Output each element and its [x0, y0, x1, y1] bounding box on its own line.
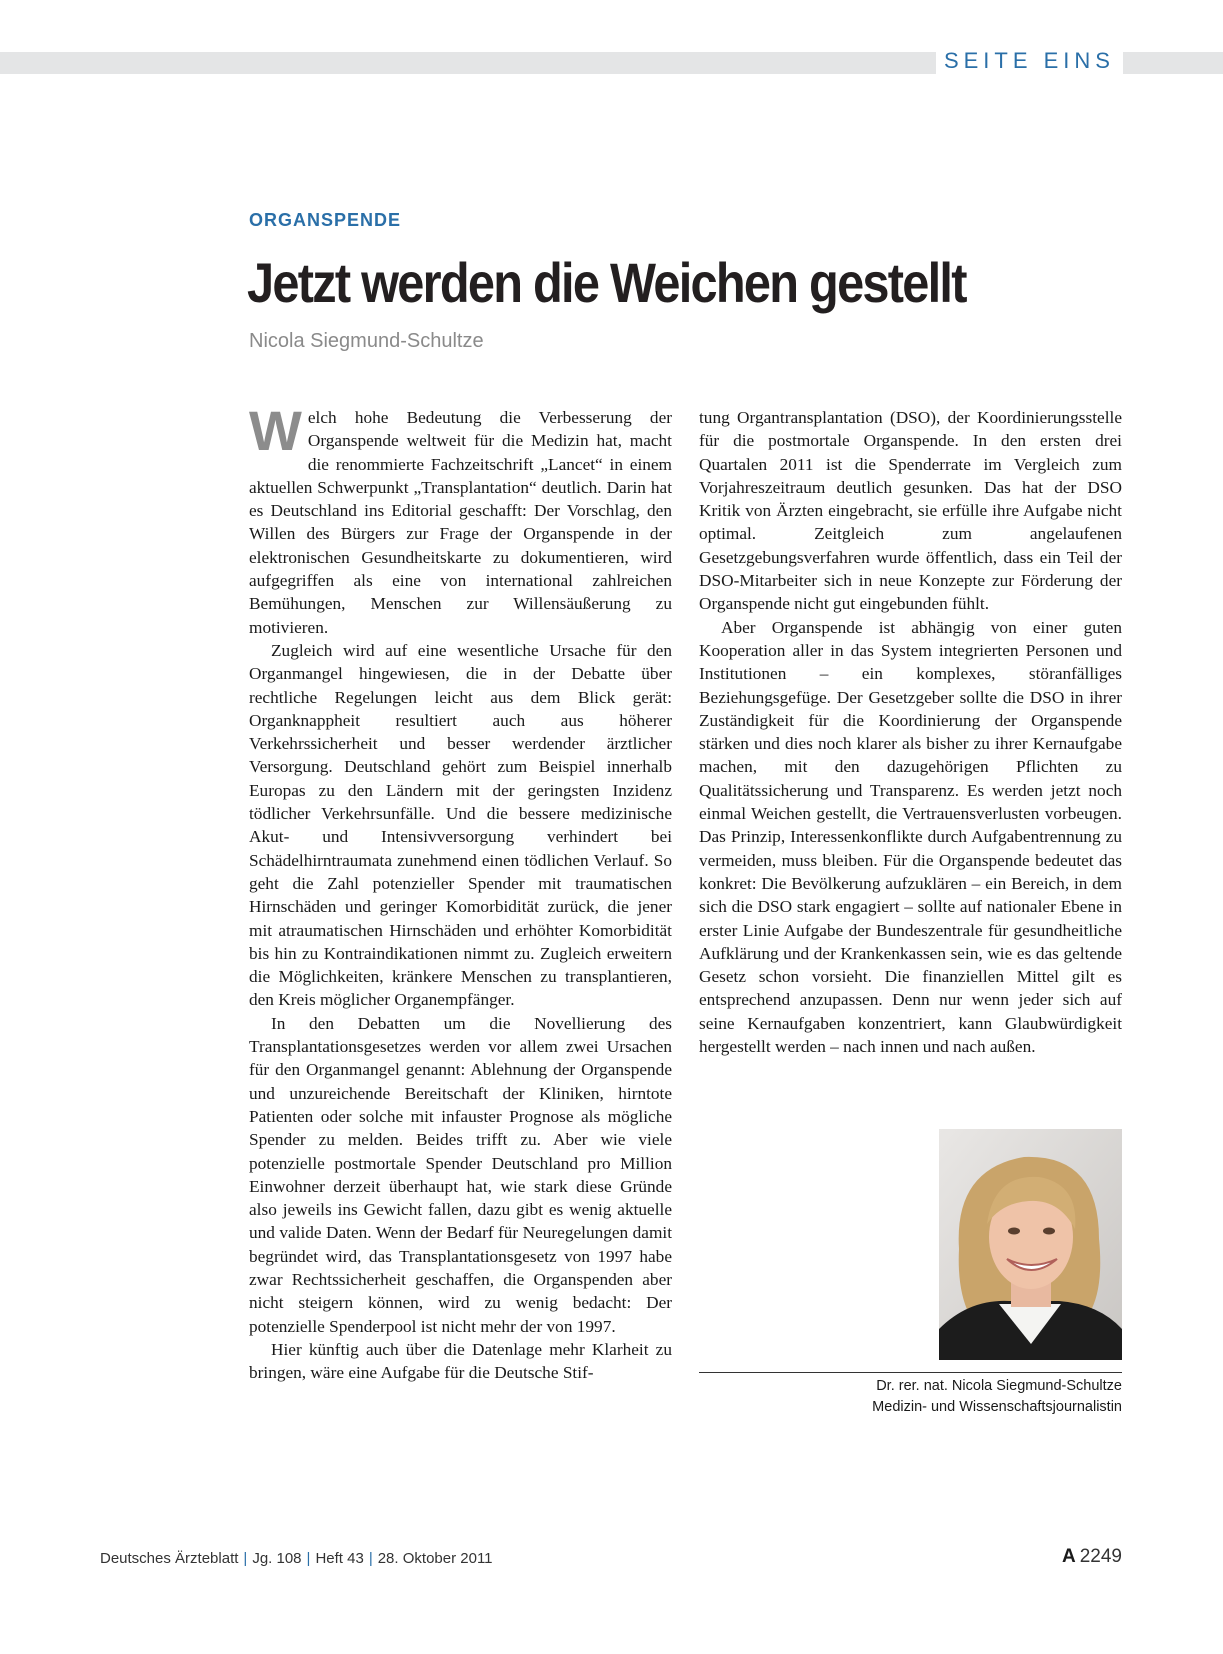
footer-issue: Heft 43	[315, 1550, 364, 1567]
paragraph: Aber Organspende ist abhängig von einer guten Kooperation aller in das System integrierten Personen und Institutionen – ein komplexes, störanfälliges Beziehungsgefüge. Der Gesetzgeber sollte die DSO in ihrer Zuständigkeit für die Koordinierung der Organspende stärken und dies noch klarer als bisher zu ihrer Kernaufgabe machen, mit den dazugehörigen Pflichten zu Qualitätssicherung und Transparenz. Es werden jetzt noch einmal Weichen gestellt, die Vertrauensverlusten vorbeugen. Das Prinzip, Interessenkonflikte durch Aufgabentrennung zu vermeiden, muss bleiben. Für die Organspende bedeutet das konkret: Die Bevölkerung aufzuklären – ein Bereich, in dem sich die DSO stark engagiert – sollte auf nationaler Ebene in erster Linie Aufgabe der Bundeszentrale für gesundheitliche Aufklärung und der Krankenkassen sein, wie es das geltende Gesetz schon vorsieht. Die finanziellen Mittel gilt es entsprechend anzupassen. Denn nur wenn jeder sich auf seine Kernaufgaben konzentriert, kann Glaubwürdigkeit hergestellt werden – nach innen und nach außen.	[699, 617, 1122, 1057]
footer-journal: Deutsches Ärzteblatt	[100, 1550, 239, 1567]
page-prefix: A	[1061, 1546, 1076, 1567]
drop-cap: W	[249, 399, 302, 462]
article-column-left	[249, 399, 672, 1384]
paragraph-text: elch hohe Bedeutung die Verbesserung der Organspende weltweit für die Medizin hat, macht die renommierte Fachzeitschrift „Lancet“ in einem aktuellen Schwerpunkt „Transplantation“ deutlich. Darin hat es Deutschland ins Editorial geschafft: Der Vorschlag, den Willen des Bürgers zur Frage der Organspende in der elektronischen Gesundheitskarte zu dokumentieren, wird aufgegriffen als eine von international zahlreichen Bemühungen, Menschen zur Willensäußerung zu motivieren.	[249, 408, 672, 637]
photo-caption	[699, 1376, 1122, 1418]
caption-divider	[699, 1372, 1122, 1373]
paragraph: tung Organtransplantation (DSO), der Koordinierungsstelle für die postmortale Organspende. In den ersten drei Quartalen 2011 ist die Spenderrate im Vergleich zum Vorjahreszeitraum deutlich gesunken. Das hat der DSO Kritik von Ärzten eingebracht, sie erfülle ihre Aufgabe nicht optimal. Zeitgleich zum angelaufenen Gesetzgebungsverfahren wurde öffentlich, dass ein Teil der DSO-Mitarbeiter sich in neue Konzepte zur Förderung der Organspende nicht gut eingebunden fühlt.	[699, 408, 1122, 614]
footer-volume: Jg. 108	[252, 1550, 302, 1567]
paragraph: Zugleich wird auf eine wesentliche Ursache für den Organmangel hingewiesen, die in der Debatte über rechtliche Regelungen leicht aus dem Blick gerät: Organknappheit resultiert auch aus höherer Verkehrssicherheit und besser werdender ärztlicher Versorgung. Deutschland gehört zum Beispiel innerhalb Europas zu den Ländern mit der geringsten Inzidenz tödlicher Verkehrsunfälle. Und die bessere medizinische Akut- und Intensivversorgung verhindert bei Schädelhirntraumata zunehmend einen tödlichen Verlauf. So geht die Zahl potenzieller Spender mit traumatischen Hirnschäden und geringer Komorbidität zurück, die jener mit atraumatischen Hirnschäden und erhöhter Komorbidität bis hin zu Kontraindikationen nimmt zu. Zugleich erweitern die Möglichkeiten, kränkere Menschen zu transplantieren, den Kreis möglicher Organempfänger.	[249, 640, 672, 1010]
paragraph	[249, 399, 672, 639]
page-footer	[100, 1550, 493, 1567]
portrait-illustration	[939, 1129, 1122, 1360]
caption-role: Medizin- und Wissenschaftsjournalistin	[872, 1399, 1122, 1415]
footer-date: 28. Oktober 2011	[377, 1550, 493, 1567]
article-author: Nicola Siegmund-Schultze	[249, 330, 484, 352]
paragraph: Hier künftig auch über die Datenlage mehr Klarheit zu bringen, wäre eine Aufgabe für die Deutsche Stif-	[249, 1339, 672, 1383]
article-title: Jetzt werden die Weichen gestellt	[247, 251, 966, 314]
page-number-value: 2249	[1079, 1546, 1122, 1567]
footer-separator: |	[243, 1550, 248, 1567]
author-portrait-photo	[939, 1129, 1122, 1360]
footer-separator: |	[306, 1550, 311, 1567]
caption-name: Dr. rer. nat. Nicola Siegmund-Schultze	[876, 1378, 1122, 1394]
page-number	[1062, 1546, 1122, 1568]
section-label: SEITE EINS	[936, 46, 1123, 76]
article-column-right	[699, 406, 1122, 1058]
paragraph: In den Debatten um die Novellierung des Transplantationsgesetzes werden vor allem zwei Ursachen für den Organmangel genannt: Ablehnung der Organspende und unzureichende Bereitschaft der Kliniken, hirntote Patienten oder solche mit infauster Prognose als mögliche Spender zu melden. Beides trifft zu. Aber wie viele potenzielle postmortale Spender Deutschland pro Million Einwohner derzeit überhaupt hat, wie stark diese Gründe also jeweils ins Gewicht fallen, dazu gibt es wenig aktuelle und valide Daten. Wenn der Bedarf für Neuregelungen damit begründet wird, das Transplantationsgesetz von 1997 habe zwar Rechtssicherheit geschaffen, die Organspenden aber nicht steigern können, wird zu wenig bedacht: Der potenzielle Spenderpool ist nicht mehr der von 1997.	[249, 1013, 672, 1336]
footer-separator: |	[368, 1550, 373, 1567]
article-kicker: ORGANSPENDE	[249, 210, 402, 230]
